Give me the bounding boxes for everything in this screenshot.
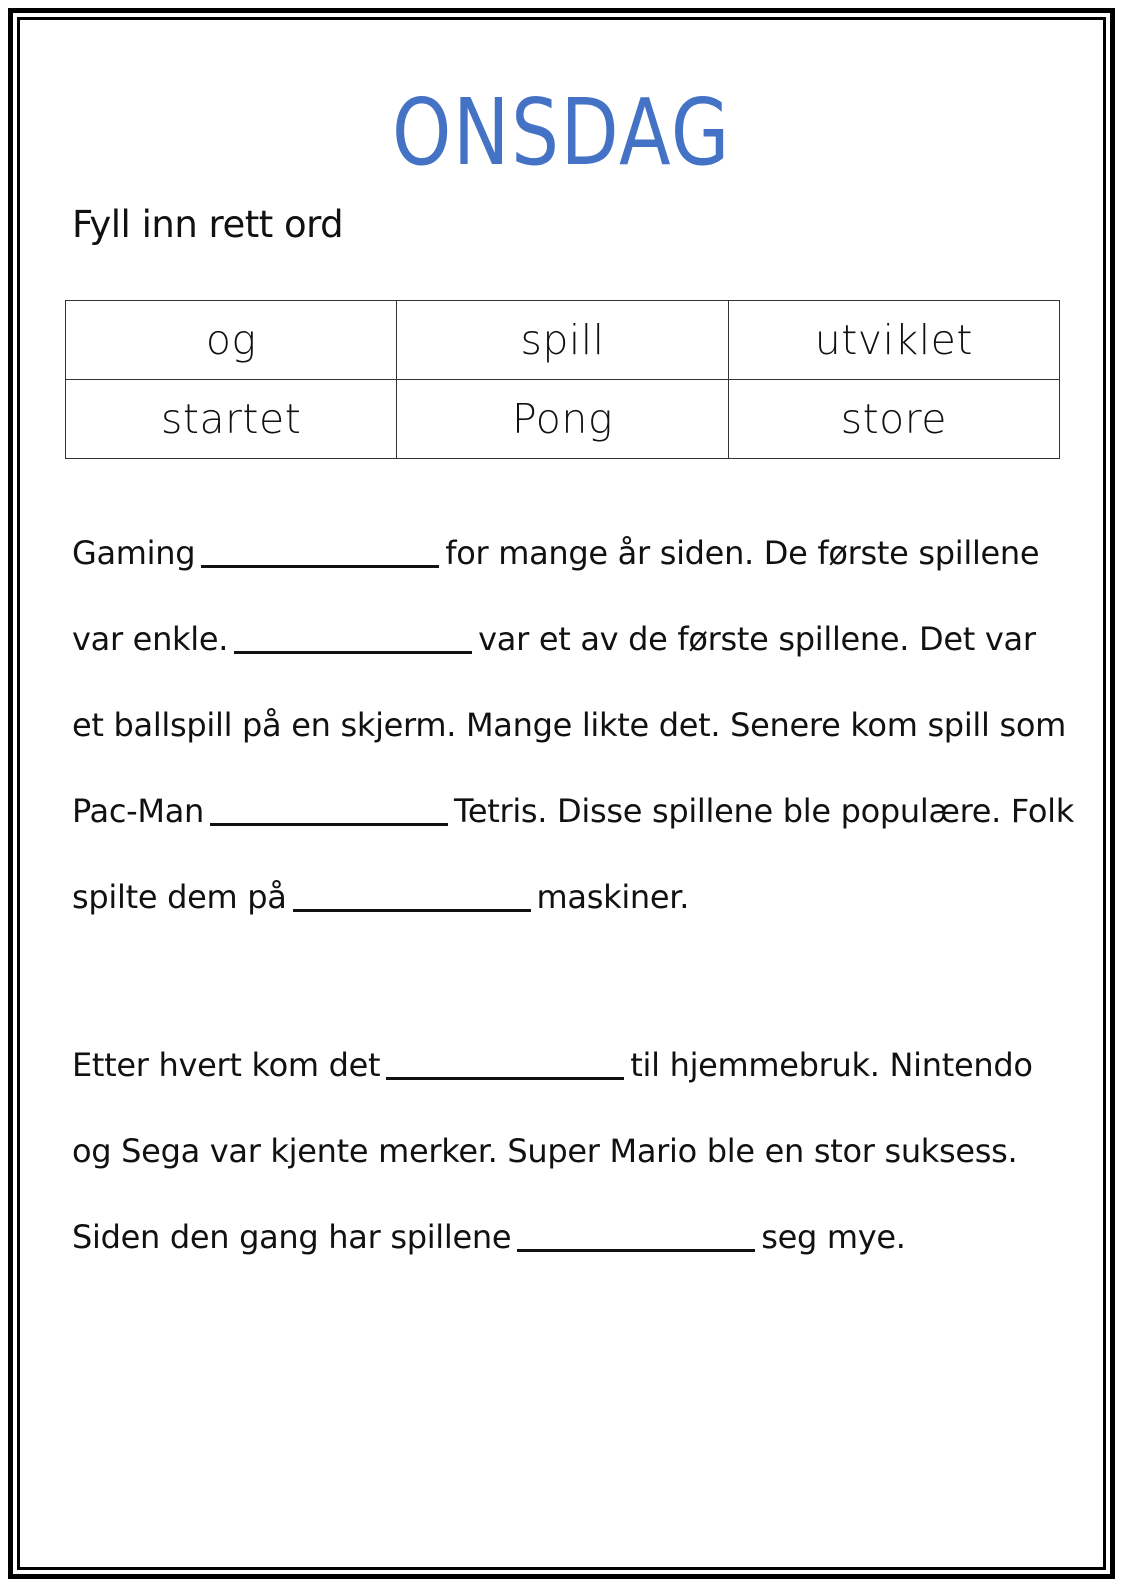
text-line (72, 768, 1072, 854)
line-text: var et av de første spillene. Det var (478, 620, 1036, 658)
line-text: til hjemmebruk. Nintendo (630, 1046, 1033, 1084)
word-bank-cell: utviklet (728, 301, 1059, 380)
answer-blank[interactable] (234, 621, 472, 654)
paragraph-1 (72, 510, 1072, 940)
text-line (72, 1108, 1072, 1194)
line-text: spilte dem på (72, 878, 287, 916)
line-text: maskiner. (536, 878, 690, 916)
answer-blank[interactable] (210, 793, 448, 826)
word-bank-row (66, 380, 1060, 459)
line-text: Etter hvert kom det (72, 1046, 381, 1084)
text-line (72, 1194, 1072, 1280)
line-text: for mange år siden. De første spillene (445, 534, 1040, 572)
line-text: seg mye. (761, 1218, 906, 1256)
word-bank-cell: startet (66, 380, 397, 459)
page-title: ONSDAG (391, 79, 732, 186)
line-text: Tetris. Disse spillene ble populære. Folk (454, 792, 1074, 830)
text-line (72, 596, 1072, 682)
word-bank-cell: og (66, 301, 397, 380)
paragraph-2 (72, 1022, 1072, 1280)
text-line (72, 510, 1072, 596)
answer-blank[interactable] (386, 1047, 624, 1080)
text-line (72, 1022, 1072, 1108)
answer-blank[interactable] (517, 1219, 755, 1252)
line-text: Pac-Man (72, 792, 205, 830)
word-bank-table (65, 300, 1060, 459)
word-bank-cell: store (728, 380, 1059, 459)
line-text: og Sega var kjente merker. Super Mario ble en stor suksess. (72, 1132, 1018, 1170)
line-text: var enkle. (72, 620, 229, 658)
text-line (72, 682, 1072, 768)
word-bank-row (66, 301, 1060, 380)
answer-blank[interactable] (293, 879, 531, 912)
line-text: Siden den gang har spillene (72, 1218, 512, 1256)
word-bank-cell: spill (397, 301, 728, 380)
text-line (72, 854, 1072, 940)
answer-blank[interactable] (201, 535, 439, 568)
line-text: et ballspill på en skjerm. Mange likte det. Senere kom spill som (72, 706, 1066, 744)
line-text: Gaming (72, 534, 196, 572)
instruction-heading: Fyll inn rett ord (72, 203, 344, 246)
word-bank-cell: Pong (397, 380, 728, 459)
